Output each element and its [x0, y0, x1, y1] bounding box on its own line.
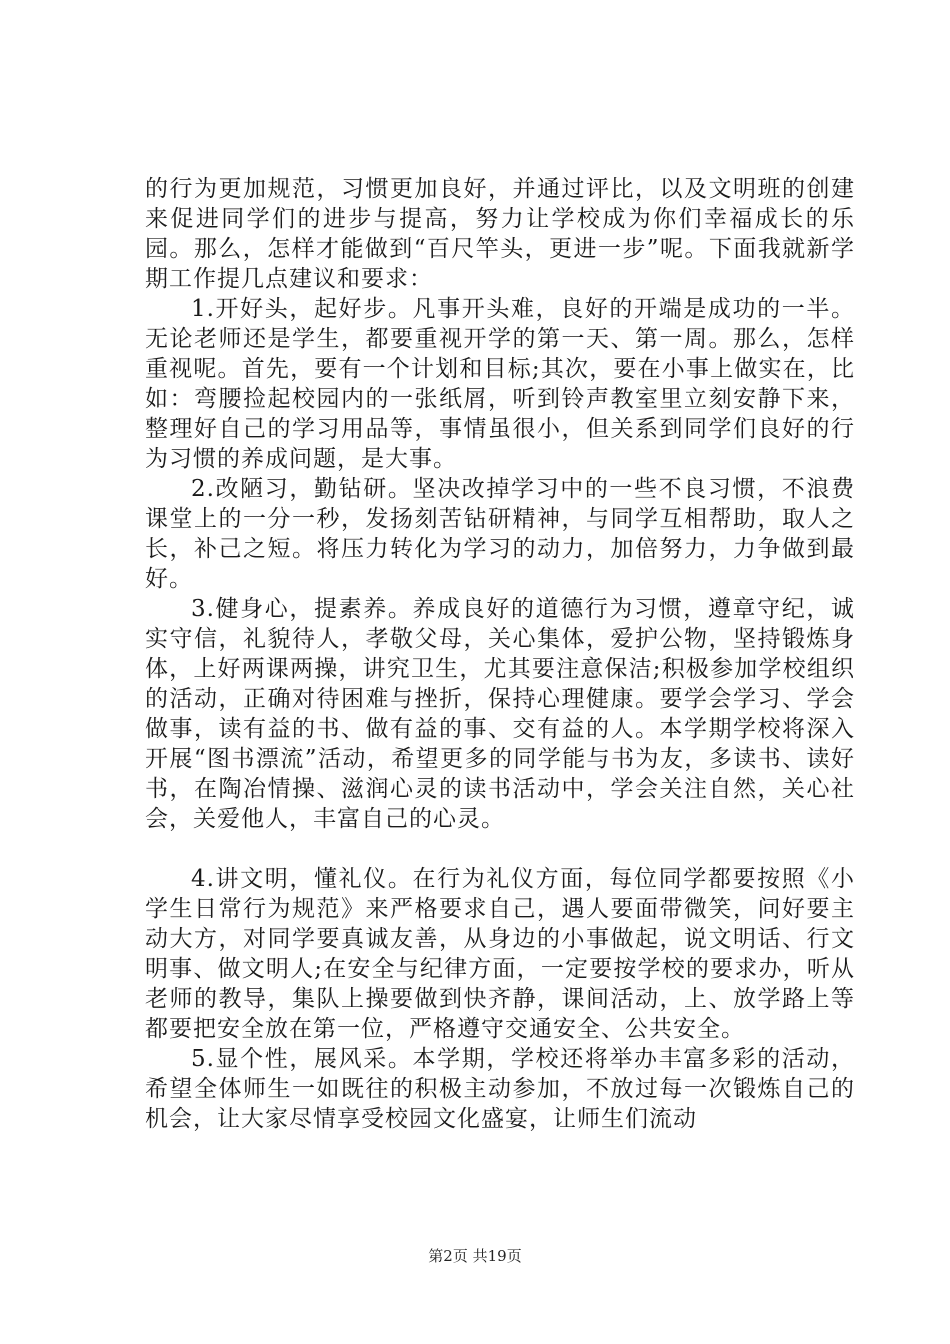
paragraph-point-1: 1.开好头，起好步。凡事开头难，良好的开端是成功的一半。无论老师还是学生，都要重视开学的第一天、第一周。那么，怎样重视呢。首先，要有一个计划和目标;其次，要在小事上做实在，比如：弯腰捡起校园内的一张纸屑，听到铃声教室里立刻安静下来，整理好自己的学习用品等，事情虽很小，但关系到同学们良好的行为习惯的养成问题，是大事。	[145, 296, 855, 472]
paragraph-intro-continued: 的行为更加规范，习惯更加良好，并通过评比，以及文明班的创建来促进同学们的进步与提高，努力让学校成为你们幸福成长的乐园。那么，怎样才能做到“百尺竿头，更进一步”呢。下面我就新学期工作提几点建议和要求：	[145, 176, 855, 292]
paragraph-point-3: 3.健身心，提素养。养成良好的道德行为习惯，遵章守纪，诚实守信，礼貌待人，孝敬父母，关心集体，爱护公物，坚持锻炼身体，上好两课两操，讲究卫生，尤其要注意保洁;积极参加学校组织的活动，正确对待困难与挫折，保持心理健康。要学会学习、学会做事，读有益的书、做有益的事、交有益的人。本学期学校将深入开展“图书漂流”活动，希望更多的同学能与书为友，多读书、读好书，在陶冶情操、滋润心灵的读书活动中，学会关注自然，关心社会，关爱他人，丰富自己的心灵。	[145, 596, 855, 832]
document-body	[145, 174, 855, 1134]
paragraph-point-4: 4.讲文明，懂礼仪。在行为礼仪方面，每位同学都要按照《小学生日常行为规范》来严格要求自己，遇人要面带微笑，问好要主动大方，对同学要真诚友善，从身边的小事做起，说文明话、行文明事、做文明人;在安全与纪律方面，一定要按学校的要求办，听从老师的教导，集队上操要做到快齐静，课间活动，上、放学路上等都要把安全放在第一位，严格遵守交通安全、公共安全。	[145, 866, 855, 1042]
page-number-footer: 第2页 共19页	[428, 1247, 522, 1265]
paragraph-point-2: 2.改陋习，勤钻研。坚决改掉学习中的一些不良习惯，不浪费课堂上的一分一秒，发扬刻苦钻研精神，与同学互相帮助，取人之长，补己之短。将压力转化为学习的动力，加倍努力，力争做到最好。	[145, 476, 855, 592]
paragraph-point-5: 5.显个性，展风采。本学期，学校还将举办丰富多彩的活动，希望全体师生一如既往的积极主动参加，不放过每一次锻炼自己的机会，让大家尽情享受校园文化盛宴，让师生们流动	[145, 1046, 855, 1132]
